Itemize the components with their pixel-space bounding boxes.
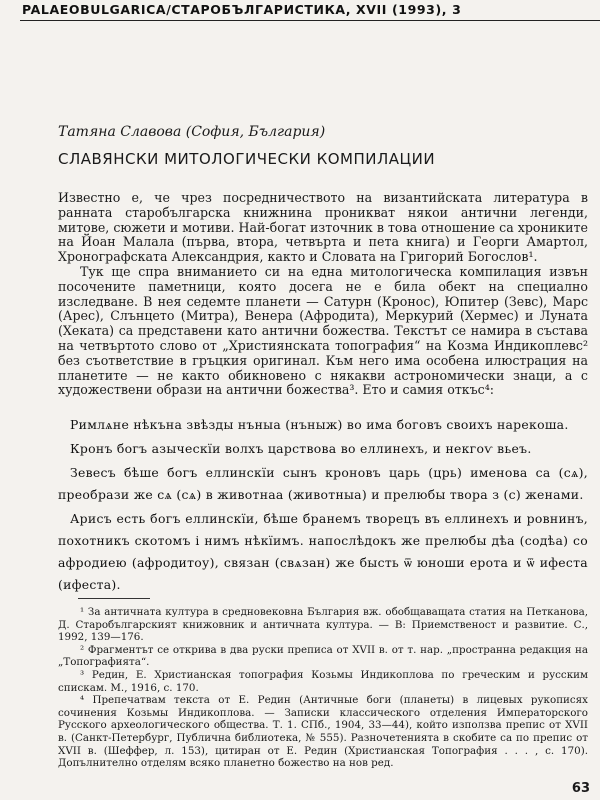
body-paragraph: Тук ще спра вниманието си на една митологическа компилация извън посочените паметници, която досега не е била обект на специално изследване. В нея седемте планети — Сатурн (Кронос), Юпитер (Зевс), Марс (Арес), Слънцето (Митра), Венера (Афродита), Меркурий (Хермес) и Луната (Хеката) са представени като антични божества. Текстът се намира в състава на четвъртото слово от „Християнската топография“ на Козма Индикоплевс² без съответствие в гръцкия оригинал. Към него има особена илюстрация на планетите — не както обикновено с някакви астрономически знаци, а с художествени образи на антични божества³. Ето и самия откъс⁴: (58, 263, 588, 398)
footnote: ¹ За античната култура в средновековна България вж. обобщаващата статия на Петканова, Д. Старобългарският книжовник и античната култура. — В: Приемственост и развитие. С., 1992, 139—176. (58, 606, 588, 644)
excerpt-line: Римлѧне нѣкъна звѣзды нъныа (нъныж) во има боговъ своихъ нарекоша. (70, 417, 569, 432)
footnotes (58, 606, 588, 770)
footnote: ³ Редин, Е. Христианская топография Козьмы Индикоплова по греческим и русским спискам. М., 1916, с. 170. (58, 668, 588, 694)
page-number: 63 (571, 781, 590, 796)
body-paragraph: Известно е, че чрез посредничеството на византийската литература в ранната старобългарска книжнина проникват някои антични легенди, митове, сюжети и мотиви. Най-богат източник в това отношение са хрониките на Йоан Малала (първа, втора, четвърта и пета книга) и Георги Амартол, Хронографската Александрия, както и Словата на Григорий Богослов¹. (58, 190, 588, 265)
footnote: ² Фрагментът се открива в два руски преписа от XVII в. от т. нар. „пространна редакция на „Топографията“. (58, 643, 588, 669)
footnote-divider (78, 598, 150, 599)
old-slavonic-excerpt (58, 414, 588, 598)
article-title: СЛАВЯНСКИ МИТОЛОГИЧЕСКИ КОМПИЛАЦИИ (58, 150, 436, 168)
excerpt-line: Кронъ богъ азыческїи волхъ царствова во еллинехъ, и некгоѵ вьеъ. (70, 441, 532, 456)
excerpt-line: Зевесъ бѣше богъ еллинскїи сынъ кроновъ царь (црь) именова са (сѧ), преобрази же сѧ (сѧ) в животнаа (животныа) и прелюбы твора з (с) женами. (58, 465, 588, 502)
header-rule (20, 20, 600, 21)
footnote: ⁴ Препечатвам текста от Е. Редин (Античные боги (планеты) в лицевых рукописях сочинения Козьмы Индикоплова. — Записки классического отделения Императорского Русского археологического общества. Т. 1. СПб., 1904, 33—44), който използва препис от XVII в. (Санкт-Петербург, Публична библиотека, № 555). Разночетенията в скобите са по препис от XVII в. (Шеффер, л. 153), цитиран от Е. Редин (Христианская Топография . . . , с. 170). Допълнително отделям всяко планетно божество на нов ред. (58, 694, 588, 770)
article-author: Татяна Славова (София, България) (58, 124, 326, 140)
running-header: PALAEOBULGARICA/СТАРОБЪЛГАРИСТИКА, XVII (1993), 3 (22, 2, 462, 17)
article-body (58, 191, 588, 398)
excerpt-line: Арисъ есть богъ еллинскїи, бѣше бранемъ творецъ въ еллинехъ и ровнинъ, похотникъ скотомъ і нимъ нѣкїимъ. напослѣдокъ же прелюбы дѣа (содѣа) со афродиею (афродитоу), связан (свѧзан) же бысть ѿ юноши ерота и ѿ ифеста (ифеста). (58, 511, 588, 592)
